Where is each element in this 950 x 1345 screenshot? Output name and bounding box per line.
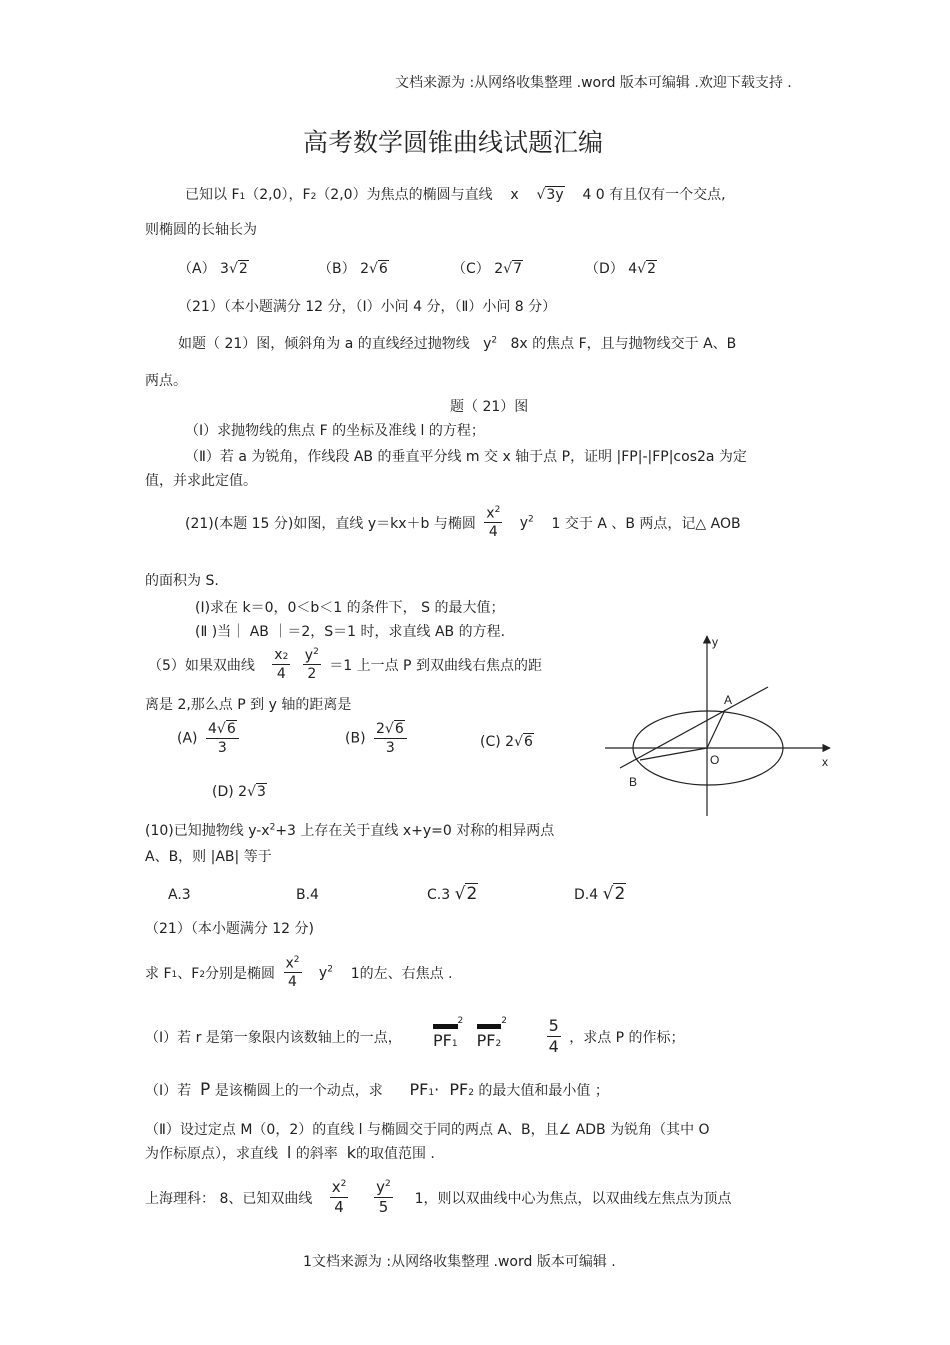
q1-option-a: （A） 3√2 (178, 261, 248, 277)
q10-option-a: A.3 (168, 887, 191, 903)
sqrt-3y: √3y (536, 187, 564, 203)
q21c-part3: （Ⅱ）设过定点 M（0，2）的直线 l 与椭圆交于同的两点 A、B，且∠ ADB 为锐角（其中 O (145, 1122, 710, 1138)
ellipse-figure (600, 628, 840, 820)
q1-line1: 已知以 F1（2,0），F2（2,0）为焦点的椭圆与直线 x √3y 4 0 有且仅有一个交点, (185, 187, 726, 203)
vector-pf1: PF1 (433, 1024, 458, 1050)
q21b-line2: 的面积为 S. (145, 573, 219, 589)
q21a-part2-cont: 值，并求此定值。 (145, 473, 257, 489)
point-b-label: B (629, 775, 638, 789)
origin-label: O (710, 753, 720, 767)
q21c-line1: 求 F1、F2分别是椭圆 $\frac{x^2}{4}$ $y^2$ 1的左、右焦点 . (145, 955, 453, 991)
q1-line2: 则椭圆的长轴长为 (145, 222, 257, 238)
vector-pf2: PF2 (477, 1024, 502, 1050)
shanghai-line: 上海理科： 8、已知双曲线 $\frac{x^2}{4}$ $\frac{y^2}{5}$ 1，则以双曲线中心为焦点，以双曲线左焦点为顶点 (145, 1178, 732, 1216)
q21a-head: （21）（本小题满分 12 分，（Ⅰ）小问 4 分，（Ⅱ）小问 8 分） (178, 299, 557, 315)
q5-option-d: (D) 2√3 (212, 784, 266, 800)
secant-line (620, 687, 768, 768)
q21b-line1: (21)(本题 15 分)如图，直线 y＝kx＋b 与椭圆 $\frac{x^2}{4}$ $y^2$ 1 交于 A 、B 两点，记△ AOB (185, 505, 741, 541)
q10-option-c: C.3 √2 (427, 884, 478, 904)
q5-option-b: (B) $\frac{2√6}{3}$ (345, 722, 411, 755)
q1-option-d: （D） 4√2 (585, 261, 656, 277)
q10-line1: (10)已知抛物线 $y-x^2+3$ 上存在关于直线 x+y=0 对称的相异两点 (145, 822, 555, 839)
q21a-caption: 题（ 21）图 (450, 399, 529, 415)
q21c-head: （21）（本小题满分 12 分) (145, 921, 314, 937)
page-footer: 1文档来源为 :从网络收集整理 .word 版本可编辑 . (303, 1254, 616, 1270)
q5-option-c: (C) 2√6 (480, 734, 533, 750)
q5-line1: （5）如果双曲线 $\frac{x2}{4}$ $\frac{y^2}{2}$ ＝1 上一点 P 到双曲线右焦点的距 (148, 647, 542, 683)
q21a-part2: （Ⅱ）若 a 为锐角，作线段 AB 的垂直平分线 m 交 x 轴于点 P，证明 |FP|-|FP|cos2a 为定 (185, 449, 747, 465)
q10-option-d: D.4 √2 (574, 884, 626, 904)
q10-option-b: B.4 (296, 887, 319, 903)
segment-ob (640, 748, 707, 760)
q1-option-b: （B） 2√6 (318, 261, 388, 277)
q1-option-c: （C） 2√7 (452, 261, 522, 277)
q21c-part3-cont: 为作标原点），求直线 l 的斜率 k的取值范围 . (145, 1143, 435, 1162)
q21a-line2: 两点。 (145, 373, 187, 389)
q10-line2: A、B，则 |AB| 等于 (145, 849, 272, 865)
q21b-part2: (Ⅱ )当｜ AB ｜＝2，S＝1 时，求直线 AB 的方程. (195, 624, 506, 640)
point-a-label: A (724, 693, 733, 707)
page-header: 文档来源为 :从网络收集整理 .word 版本可编辑 .欢迎下载支持 . (395, 75, 792, 91)
q21c-part1: （Ⅰ）若 r 是第一象限内该数轴上的一点， $PF1^2$ $PF2^2$ $\frac{5}{4}$ ，求点 P 的作标； (145, 1016, 685, 1056)
q5-option-a: (A) $\frac{4√6}{3}$ (177, 722, 243, 755)
x-axis-label: x (822, 755, 828, 769)
page-title: 高考数学圆锥曲线试题汇编 (303, 128, 604, 157)
q21b-part1: (I)求在 k＝0，0＜b＜1 的条件下， S 的最大值； (195, 600, 505, 616)
q5-line2: 离是 2,那么点 P 到 y 轴的距离是 (145, 697, 352, 713)
q21c-part2: （Ⅰ）若 P 是该椭圆上的一个动点，求 PF1· PF2 的最大值和最小值 ； (145, 1080, 609, 1100)
y-axis-label: y (712, 635, 718, 649)
q21a-line1: 如题（ 21）图，倾斜角为 a 的直线经过抛物线 $y^2$ 8x 的焦点 F，且与抛物线交于 A、B (178, 335, 737, 352)
q21a-part1: （Ⅰ）求抛物线的焦点 F 的坐标及准线 l 的方程； (185, 423, 485, 439)
